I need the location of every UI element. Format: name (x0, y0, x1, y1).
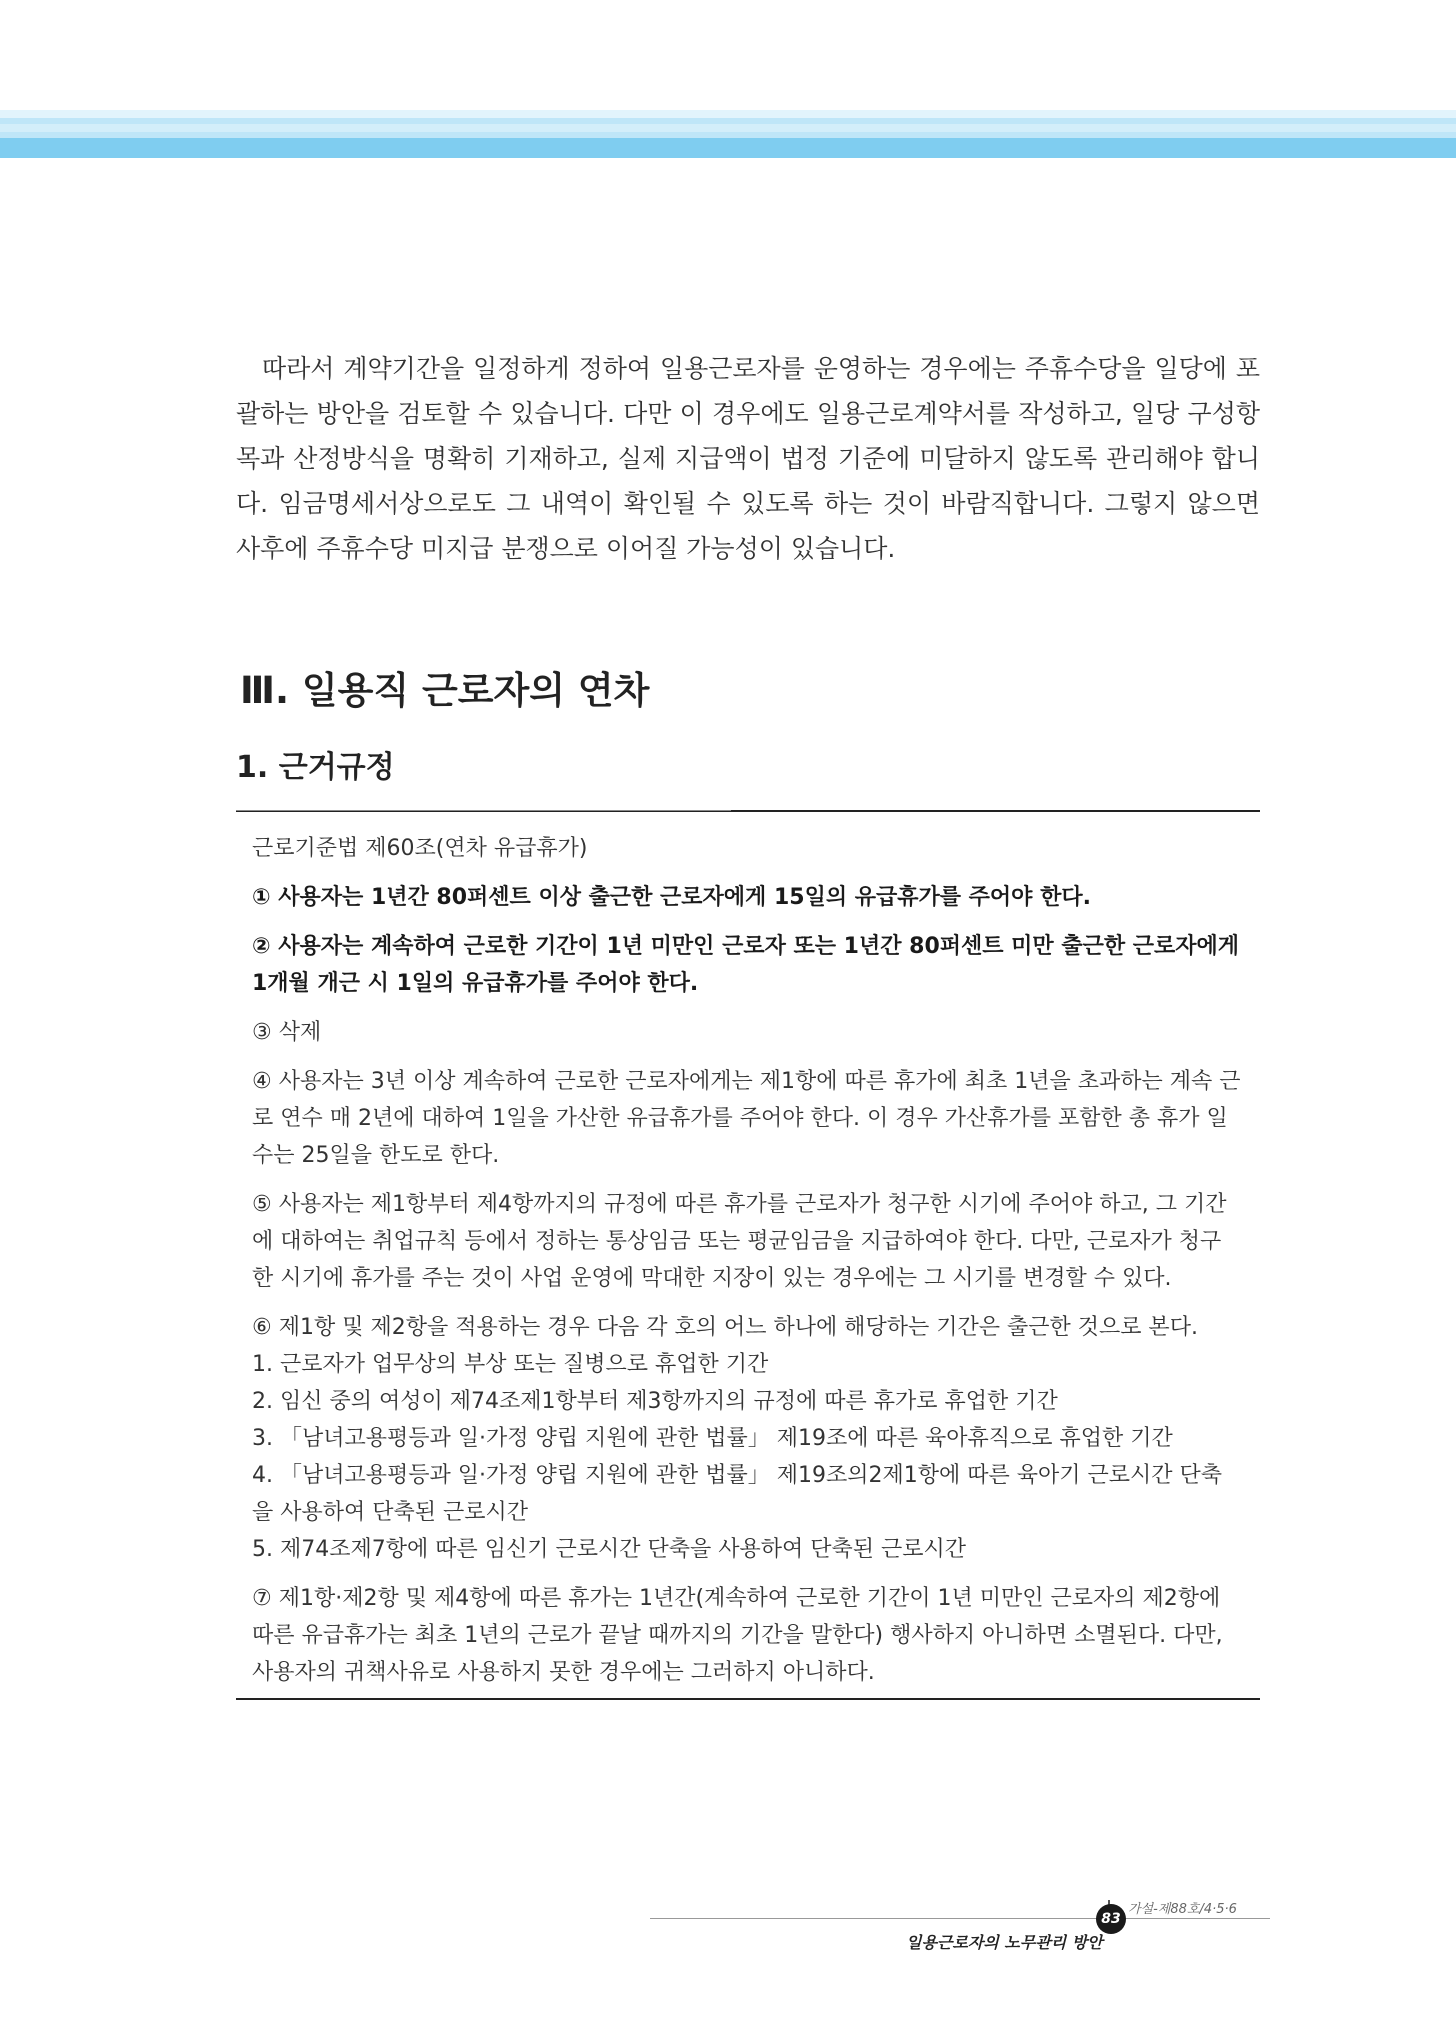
law-title: 근로기준법 제60조(연차 유급휴가) (252, 836, 588, 861)
law-clause-3: ③ 삭제 (252, 1020, 322, 1045)
header-stripe (0, 138, 1456, 158)
list-item: 1. 근로자가 업무상의 부상 또는 질병으로 휴업한 기간 (252, 1352, 769, 1377)
law-clause-6-lead: ⑥ 제1항 및 제2항을 적용하는 경우 다음 각 호의 어느 하나에 해당하는 기간은 출근한 것으로 본다. (252, 1315, 1198, 1340)
law-clause-2: ② 사용자는 계속하여 근로한 기간이 1년 미만인 근로자 또는 1년간 80퍼센트 미만 출근한 근로자에게 1개월 개근 시 1일의 유급휴가를 주어야 한다. (252, 934, 1240, 996)
section-heading: Ⅲ. 일용직 근로자의 연차 (240, 669, 650, 712)
law-box (236, 810, 1260, 1700)
header-band (0, 110, 1456, 158)
page-number: 83 (1096, 1904, 1126, 1934)
issue-label: 가설-제88호/4·5·6 (1128, 1902, 1237, 1917)
list-item: 5. 제74조제7항에 따른 임신기 근로시간 단축을 사용하여 단축된 근로시간 (252, 1537, 966, 1562)
law-clause-1: ① 사용자는 1년간 80퍼센트 이상 출근한 근로자에게 15일의 유급휴가를 주어야 한다. (252, 885, 1091, 910)
law-clause-5: ⑤ 사용자는 제1항부터 제4항까지의 규정에 따른 휴가를 근로자가 청구한 시기에 주어야 하고, 그 기간에 대하여는 취업규칙 등에서 정하는 통상임금 또는 평균임금을 지급하여야 한다. 다만, 근로자가 청구한 시기에 휴가를 주는 것이 사업 운영에 막대한 지장이 있는 경우에는 그 시기를 변경할 수 있다. (252, 1192, 1227, 1291)
header-stripe (0, 124, 1456, 132)
box-accent-line (236, 810, 731, 811)
running-title: 일용근로자의 노무관리 방안 (906, 1933, 1103, 1952)
law-clause-6 (252, 1309, 1242, 1568)
list-item: 2. 임신 중의 여성이 제74조제1항부터 제3항까지의 규정에 따른 휴가로 휴업한 기간 (252, 1389, 1058, 1414)
law-clause-7: ⑦ 제1항·제2항 및 제4항에 따른 휴가는 1년간(계속하여 근로한 기간이 1년 미만인 근로자의 제2항에 따른 유급휴가는 최초 1년의 근로가 끝날 때까지의 기간을 말한다) 행사하지 아니하면 소멸된다. 다만, 사용자의 귀책사유로 사용하지 못한 경우에는 그러하지 아니하다. (252, 1586, 1223, 1685)
header-stripe (0, 110, 1456, 118)
list-item: 4. 「남녀고용평등과 일·가정 양립 지원에 관한 법률」 제19조의2제1항에 따른 육아기 근로시간 단축을 사용하여 단축된 근로시간 (252, 1463, 1222, 1525)
subsection-heading: 1. 근거규정 (236, 750, 395, 785)
list-item: 3. 「남녀고용평등과 일·가정 양립 지원에 관한 법률」 제19조에 따른 육아휴직으로 휴업한 기간 (252, 1426, 1173, 1451)
footer-divider (650, 1918, 1270, 1919)
intro-text (236, 346, 1260, 571)
law-clause-4: ④ 사용자는 3년 이상 계속하여 근로한 근로자에게는 제1항에 따른 휴가에 최초 1년을 초과하는 계속 근로 연수 매 2년에 대하여 1일을 가산한 유급휴가를 주어야 한다. 이 경우 가산휴가를 포함한 총 휴가 일수는 25일을 한도로 한다. (252, 1069, 1241, 1168)
intro-paragraph: 따라서 계약기간을 일정하게 정하여 일용근로자를 운영하는 경우에는 주휴수당을 일당에 포괄하는 방안을 검토할 수 있습니다. 다만 이 경우에도 일용근로계약서를 작성하고, 일당 구성항목과 산정방식을 명확히 기재하고, 실제 지급액이 법정 기준에 미달하지 않도록 관리해야 합니다. 임금명세서상으로도 그 내역이 확인될 수 있도록 하는 것이 바람직합니다. 그렇지 않으면 사후에 주휴수당 미지급 분쟁으로 이어질 가능성이 있습니다. (236, 354, 1260, 563)
law-box-content (252, 830, 1242, 1703)
